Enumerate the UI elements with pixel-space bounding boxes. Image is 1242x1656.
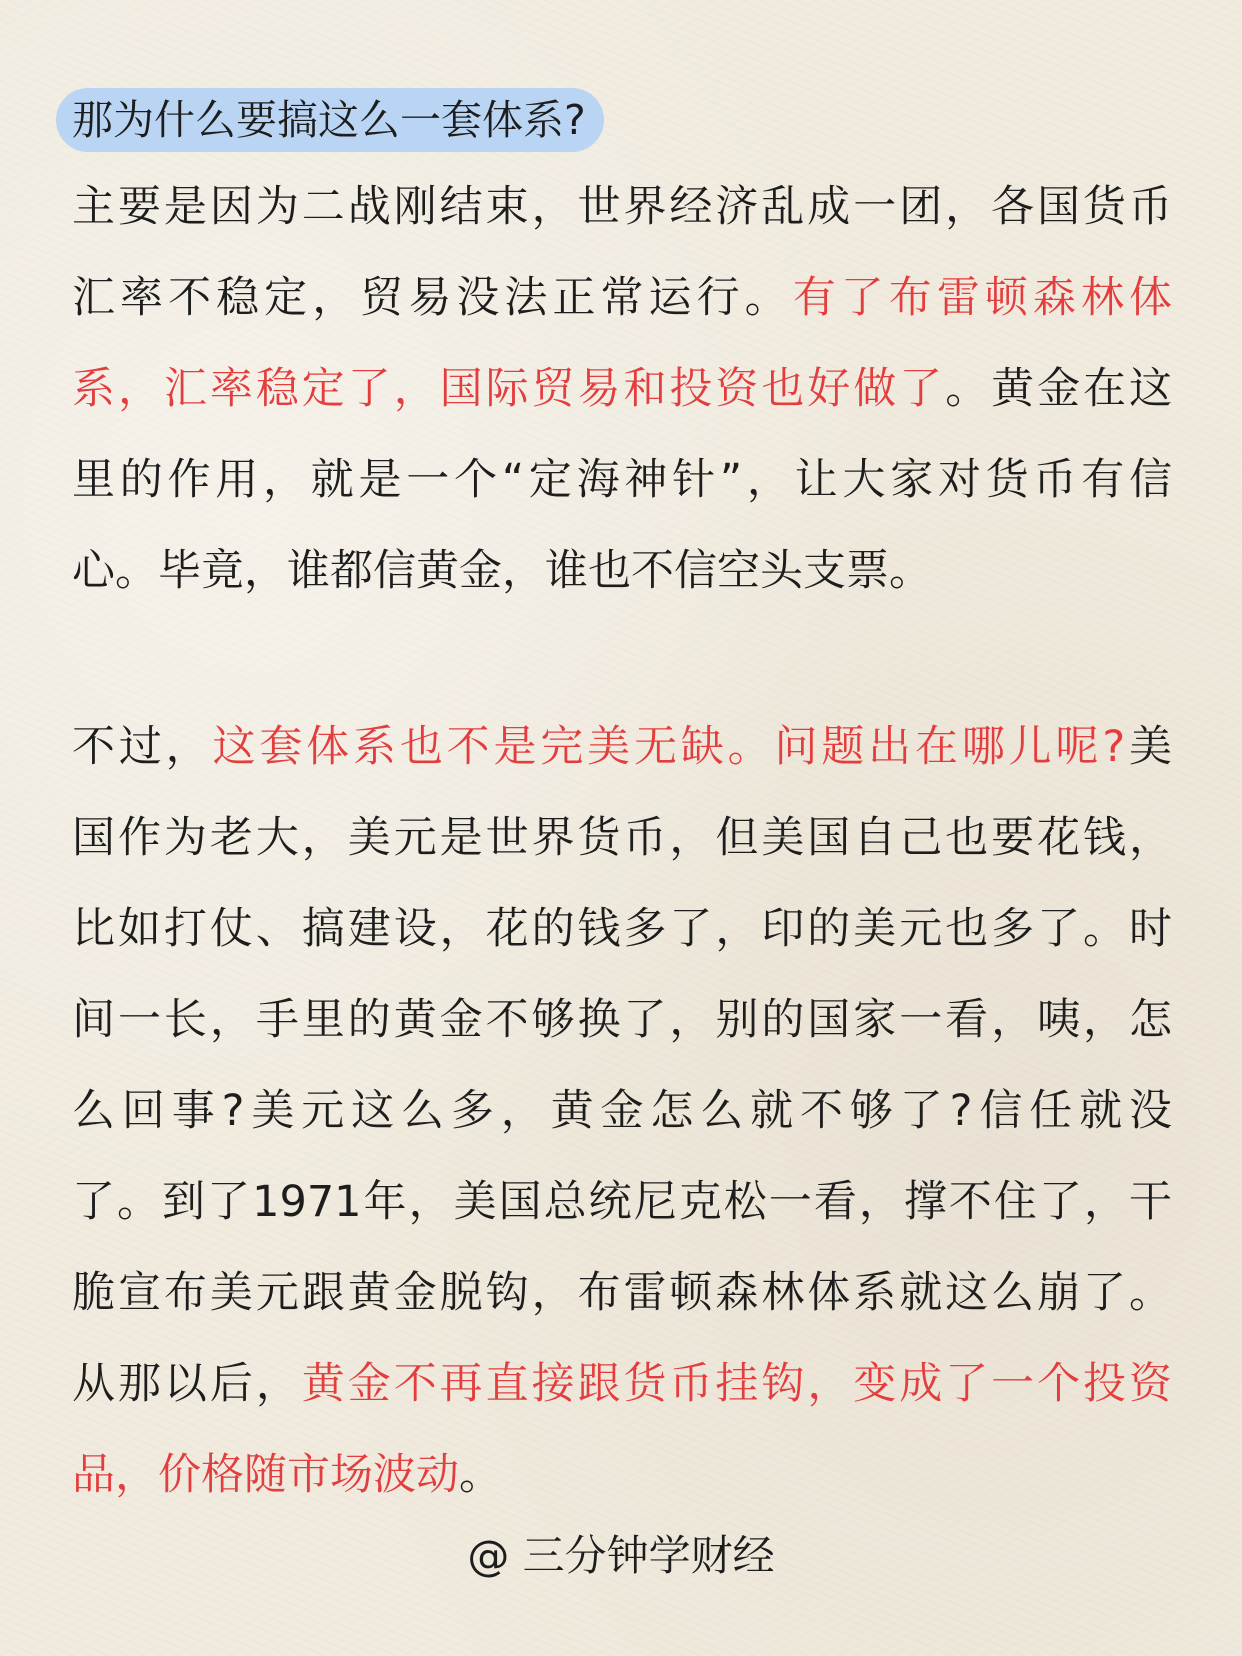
body-text: 主要是因为二战刚结束，世界经济乱成一团，各国货币 — [72, 182, 1172, 232]
body-text: 了。到了1971年，美国总统尼克松一看，撑不住了，干 — [72, 1177, 1172, 1227]
body-text: 从那以后， — [72, 1359, 302, 1409]
text-line — [72, 1430, 1172, 1521]
body-text: 汇率不稳定，贸易没法正常运行。 — [72, 273, 793, 323]
text-line — [72, 1248, 1172, 1339]
paragraph-1 — [72, 162, 1172, 617]
body-text: 比如打仗、搞建设，花的钱多了，印的美元也多了。时 — [72, 904, 1172, 954]
body-text: 。 — [459, 1450, 502, 1500]
highlighted-text: 黄金不再直接跟货币挂钩，变成了一个投资 — [301, 1359, 1173, 1409]
body-text: 国作为老大，美元是世界货币，但美国自己也要花钱， — [72, 813, 1172, 863]
highlighted-text: 品，价格随市场波动 — [72, 1450, 459, 1500]
text-line — [72, 526, 1172, 617]
body-text: 里的作用，就是一个“定海神针”，让大家对货币有信 — [72, 455, 1172, 505]
text-line — [72, 162, 1172, 253]
body-text: 。黄金在这 — [945, 364, 1173, 414]
highlighted-text: 系，汇率稳定了，国际贸易和投资也好做了 — [72, 364, 946, 414]
text-line — [72, 1066, 1172, 1157]
text-line — [72, 1157, 1172, 1248]
body-text: 不过， — [72, 722, 213, 772]
body-text: 美 — [1125, 722, 1173, 772]
author-signature: @ 三分钟学财经 — [467, 1531, 775, 1580]
highlighted-text: 有了布雷顿森林体 — [792, 273, 1173, 323]
body-text: 间一长，手里的黄金不够换了，别的国家一看，咦，怎 — [72, 995, 1172, 1045]
text-line — [72, 702, 1172, 793]
highlighted-text: 这套体系也不是完美无缺。问题出在哪儿呢? — [212, 722, 1126, 772]
text-line — [72, 435, 1172, 526]
body-text: 么回事?美元这么多，黄金怎么就不够了?信任就没 — [72, 1086, 1172, 1136]
text-line — [72, 344, 1172, 435]
text-line — [72, 253, 1172, 344]
text-line — [72, 884, 1172, 975]
body-text: 脆宣布美元跟黄金脱钩，布雷顿森林体系就这么崩了。 — [72, 1268, 1172, 1318]
section-heading — [56, 88, 604, 152]
text-line — [72, 1339, 1172, 1430]
paragraph-2 — [72, 702, 1172, 1521]
text-line — [72, 793, 1172, 884]
heading-text: 那为什么要搞这么一套体系? — [56, 88, 604, 152]
body-text: 心。毕竟，谁都信黄金，谁也不信空头支票。 — [72, 546, 932, 596]
text-line — [72, 975, 1172, 1066]
